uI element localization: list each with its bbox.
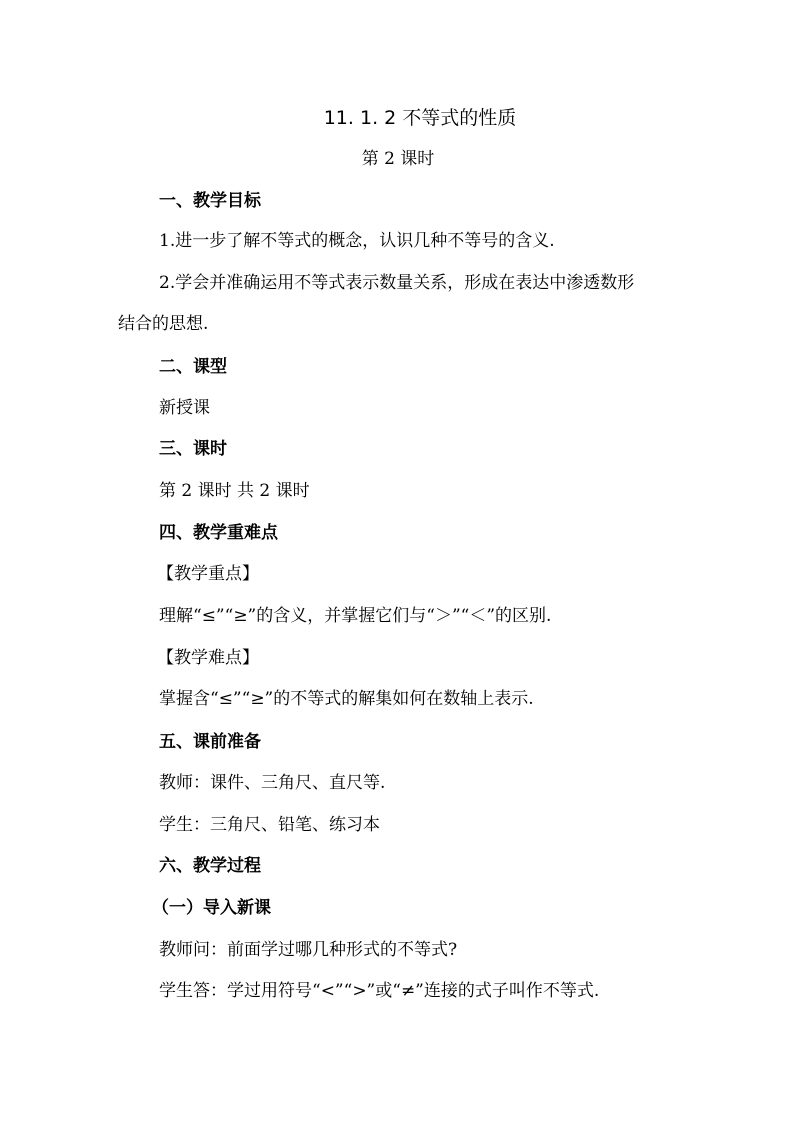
preparation-teacher: 教师：课件、三角尺、直尺等. — [159, 773, 386, 793]
difficulty-label: 【教学难点】 — [157, 648, 259, 668]
objective-item-2-line-1: 2.学会并准确运用不等式表示数量关系，形成在表达中渗透数形 — [159, 273, 635, 293]
process-subheading-1: （一）导入新课 — [152, 898, 271, 918]
section-heading-periods: 三、课时 — [159, 439, 227, 459]
periods-text: 第 2 课时 共 2 课时 — [159, 481, 310, 501]
page-title: 11. 1. 2 不等式的性质 — [323, 107, 517, 129]
focus-text: 理解“≤”“≥”的含义，并掌握它们与“＞”“＜”的区别. — [159, 606, 552, 626]
section-heading-lesson-type: 二、课型 — [159, 357, 227, 377]
lesson-type-text: 新授课 — [159, 398, 210, 418]
process-question: 教师问：前面学过哪几种形式的不等式? — [159, 940, 458, 960]
page-subtitle: 第 2 课时 — [361, 149, 435, 169]
process-answer: 学生答：学过用符号“<”“>”或“≠”连接的式子叫作不等式. — [159, 981, 600, 1001]
section-heading-objectives: 一、教学目标 — [159, 191, 261, 211]
section-heading-key-points: 四、教学重难点 — [159, 523, 278, 543]
section-heading-process: 六、教学过程 — [159, 856, 261, 876]
objective-item-1: 1.进一步了解不等式的概念，认识几种不等号的含义. — [159, 231, 555, 251]
section-heading-preparation: 五、课前准备 — [159, 732, 261, 752]
difficulty-text: 掌握含“≤”“≥”的不等式的解集如何在数轴上表示. — [159, 689, 534, 709]
preparation-student: 学生：三角尺、铅笔、练习本 — [159, 815, 380, 835]
objective-item-2-line-2: 结合的思想. — [118, 314, 209, 334]
focus-label: 【教学重点】 — [157, 564, 259, 584]
